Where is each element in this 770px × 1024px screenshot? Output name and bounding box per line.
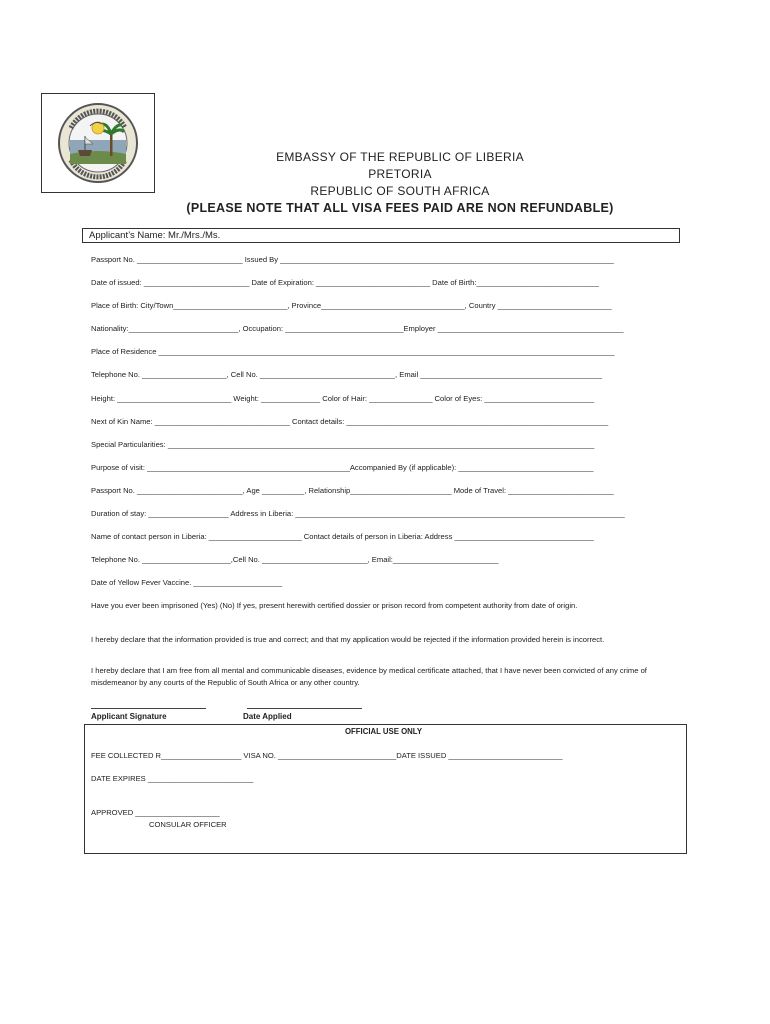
applicant-name-field[interactable]: Applicant’s Name: Mr./Mrs./Ms.	[82, 228, 680, 243]
companion-passport-row[interactable]: Passport No. _________________________, Age __________, Relationship________________________ Mode of Travel: _________________________	[91, 486, 614, 495]
issue-dates-row[interactable]: Date of issued: _________________________ Date of Expiration: ___________________________ Date of Birth:_____________________________	[91, 278, 599, 287]
official-use-box	[84, 724, 687, 854]
telephone-row[interactable]: Telephone No. ____________________, Cell No. ________________________________, Email ___________________________________________	[91, 370, 602, 379]
signature-line[interactable]	[91, 708, 206, 709]
approved-row[interactable]: APPROVED ____________________	[91, 808, 220, 817]
contact-person-row[interactable]: Name of contact person in Liberia: ______________________ Contact details of person in Liberia: Address _________________________________	[91, 532, 594, 541]
applicant-signature-label: Applicant Signature	[91, 712, 167, 721]
city-title: PRETORIA	[368, 167, 432, 181]
date-applied-line[interactable]	[247, 708, 362, 709]
date-expires-row[interactable]: DATE EXPIRES _________________________	[91, 774, 254, 783]
country-title: REPUBLIC OF SOUTH AFRICA	[310, 184, 490, 198]
health-declaration: I hereby declare that I am free from all mental and communicable diseases, evidence by medical certificate attached, that I have never been convicted of any crime of misdemeanor by any courts of the Republic of South Africa or any other country.	[91, 666, 647, 687]
physical-description-row[interactable]: Height: ___________________________ Weight: ______________ Color of Hair: _______________ Color of Eyes: __________________________	[91, 394, 595, 403]
next-of-kin-row[interactable]: Next of Kin Name: ________________________________ Contact details: ______________________________________________________________	[91, 417, 609, 426]
non-refundable-notice: (PLEASE NOTE THAT ALL VISA FEES PAID ARE NON REFUNDABLE)	[186, 201, 614, 215]
embassy-title: EMBASSY OF THE REPUBLIC OF LIBERIA	[276, 150, 524, 164]
purpose-of-visit-row[interactable]: Purpose of visit: ________________________________________________Accompanied By (if applicable): ________________________________	[91, 463, 594, 472]
place-of-birth-row[interactable]: Place of Birth: City/Town___________________________, Province__________________________________, Country ___________________________	[91, 301, 612, 310]
contact-telephone-row[interactable]: Telephone No. _____________________,Cell No. _________________________, Email:_________________________	[91, 555, 499, 564]
residence-row[interactable]: Place of Residence ____________________________________________________________________________________________________________	[91, 347, 615, 356]
imprisonment-question: Have you ever been imprisoned (Yes) (No) If yes, present herewith certified dossier or prison record from competent authority from date of origin.	[91, 601, 578, 610]
duration-of-stay-row[interactable]: Duration of stay: ___________________ Address in Liberia: ______________________________________________________________________________	[91, 509, 625, 518]
special-particularities-row[interactable]: Special Particularities: _____________________________________________________________________________________________________	[91, 440, 595, 449]
fee-visa-row[interactable]: FEE COLLECTED R___________________ VISA NO. ____________________________DATE ISSUED ___________________________	[91, 751, 563, 760]
nationality-row[interactable]: Nationality:__________________________, Occupation: ____________________________Employer ____________________________________________	[91, 324, 624, 333]
date-applied-label: Date Applied	[243, 712, 292, 721]
yellow-fever-row[interactable]: Date of Yellow Fever Vaccine. _____________________	[91, 578, 283, 587]
official-use-title: OFFICIAL USE ONLY	[344, 727, 423, 736]
passport-row[interactable]: Passport No. _________________________ Issued By _______________________________________________________________________________	[91, 255, 614, 264]
consular-officer-label: CONSULAR OFFICER	[149, 820, 227, 829]
truthfulness-declaration: I hereby declare that the information provided is true and correct; and that my application would be rejected if the information provided herein is incorrect.	[91, 635, 605, 644]
